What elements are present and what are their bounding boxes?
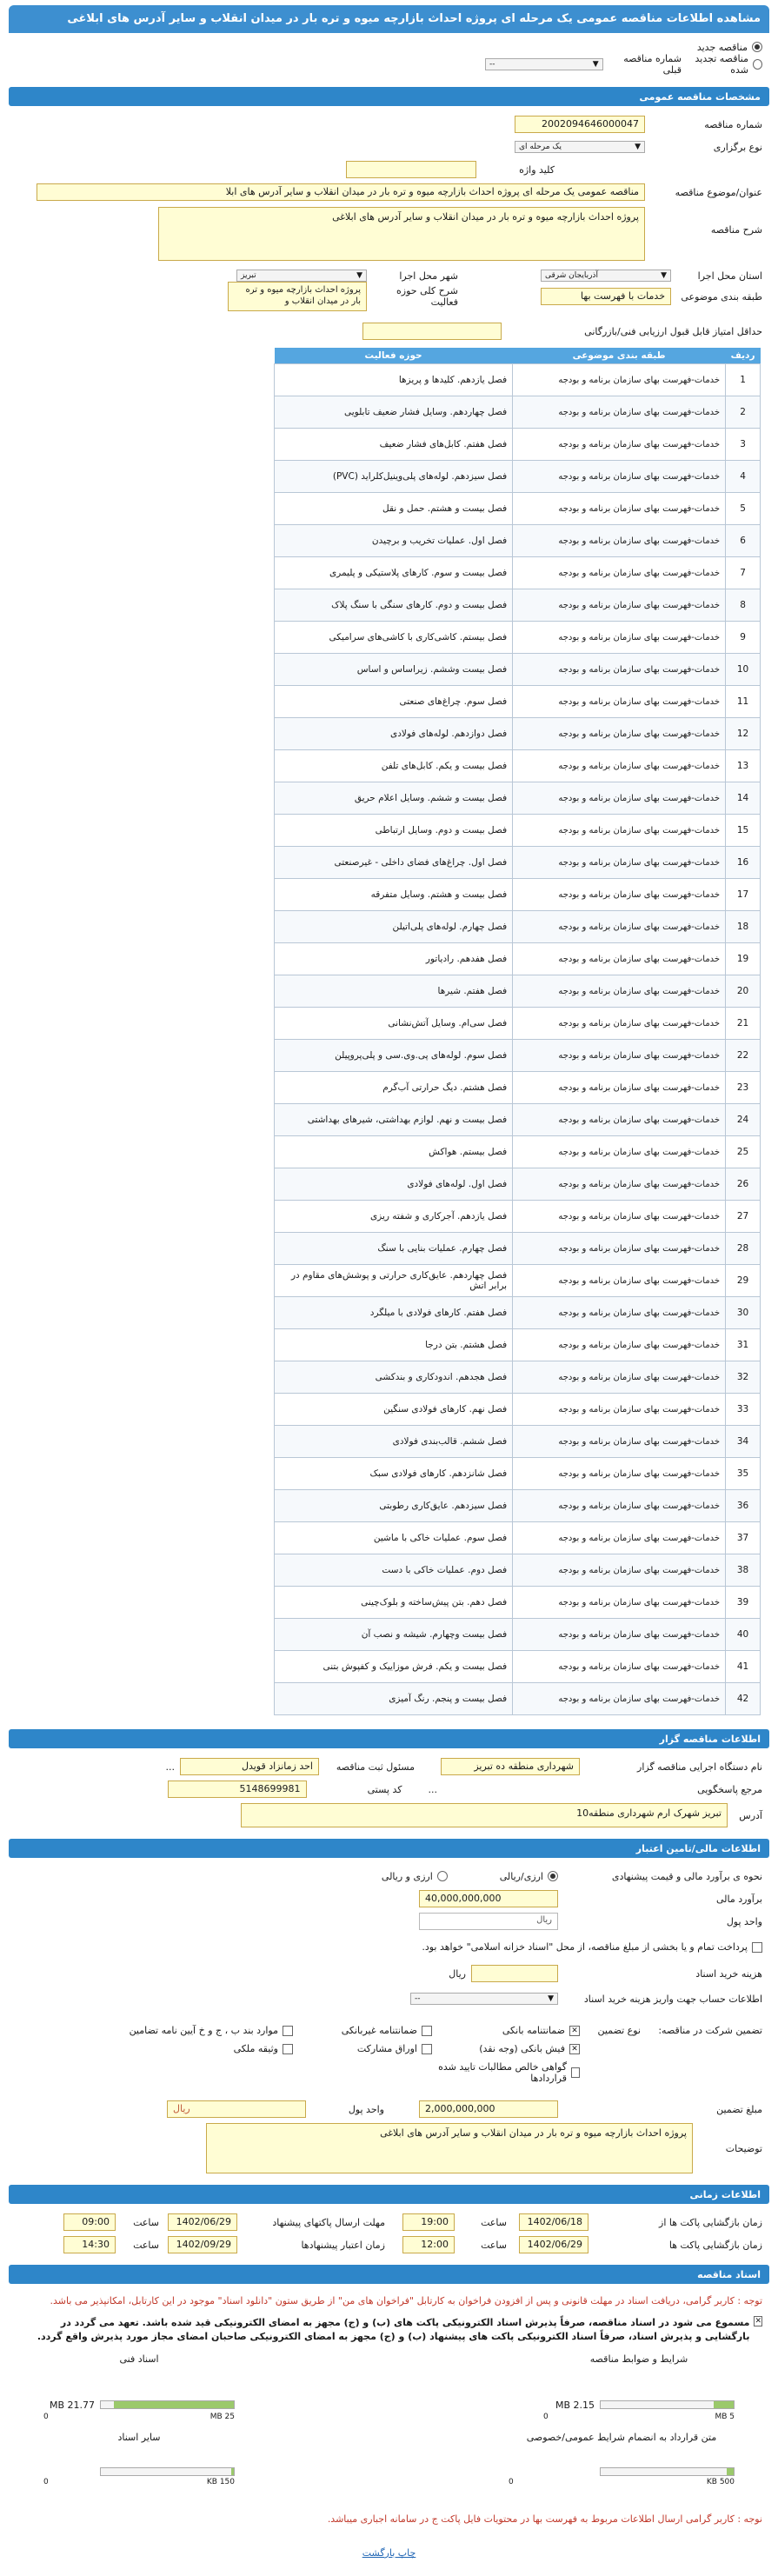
desc-field[interactable]: پروژه احداث بازارچه میوه و تره بار در میدان انقلاب و سایر آدرس های ابلاغی (158, 207, 645, 261)
row-number: 16 (726, 847, 761, 879)
row-activity: فصل بیست و نهم. لوازم بهداشتی، شیرهای بهداشتی (275, 1104, 513, 1136)
row-category: خدمات-فهرست بهای سازمان برنامه و بودجه (513, 750, 726, 782)
row-activity: فصل چهاردهم. وسایل فشار ضعیف تابلویی (275, 396, 513, 429)
guarantee-kind-label: نوع تضمین (597, 2025, 641, 2036)
row-category: خدمات-فهرست بهای سازمان برنامه و بودجه (513, 1394, 726, 1426)
row-category: خدمات-فهرست بهای سازمان برنامه و بودجه (513, 686, 726, 718)
row-category: خدمات-فهرست بهای سازمان برنامه و بودجه (513, 1554, 726, 1587)
contact-field[interactable]: احد زمانزاد قویدل (180, 1758, 319, 1775)
row-number: 36 (726, 1490, 761, 1522)
table-row (275, 364, 761, 396)
guarantee-option-label: موارد بند ب ، ج و خ آیین نامه تضامین (129, 2025, 278, 2036)
desc-label: شرح مناقصه (710, 224, 762, 236)
end-label: زمان بازگشایی پاکت ها (668, 2239, 762, 2251)
activity-table-body (275, 364, 761, 1715)
table-row (275, 1490, 761, 1522)
documents-note: توجه : کاربر گرامی، دریافت اسناد در مهلت قانونی و پس از افزودن فراخوان به کارتابل "فراخوان های من" از طریق ستون "دانلود اسناد" موجود در این کارتابل، امکانپذیر می باشد. (50, 2295, 762, 2306)
table-row (275, 1587, 761, 1619)
other-progress (100, 2467, 235, 2476)
row-category: خدمات-فهرست بهای سازمان برنامه و بودجه (513, 1233, 726, 1265)
row-activity: فصل اول. چراغ‌های فضای داخلی - غیرصنعتی (275, 847, 513, 879)
row-category: خدمات-فهرست بهای سازمان برنامه و بودجه (513, 557, 726, 589)
publish-label: مهلت ارسال پاکتهای پیشنهاد (272, 2216, 385, 2228)
table-row (275, 911, 761, 943)
table-row (275, 1297, 761, 1329)
row-number: 2 (726, 396, 761, 429)
table-row (275, 1201, 761, 1233)
guarantee-notes-label: توضیحات (725, 2142, 762, 2154)
signature-checkbox[interactable] (754, 2316, 762, 2326)
valid-date-field[interactable]: 1402/09/29 (168, 2236, 237, 2253)
table-row (275, 1008, 761, 1040)
radio-renewed-tender[interactable] (682, 53, 762, 76)
row-category: خدمات-فهرست بهای سازمان برنامه و بودجه (513, 1168, 726, 1201)
row-number: 14 (726, 782, 761, 815)
row-activity: فصل هشتم. دیگ حرارتی آب‌گرم (275, 1072, 513, 1104)
row-activity: فصل بیست و ششم. وسایل اعلام حریق (275, 782, 513, 815)
row-activity: فصل سوم. چراغ‌های صنعتی (275, 686, 513, 718)
doc-fee-label: هزینه خرید اسناد (695, 1967, 762, 1980)
row-number: 21 (726, 1008, 761, 1040)
row-category: خدمات-فهرست بهای سازمان برنامه و بودجه (513, 1040, 726, 1072)
row-activity: فصل بیست و هشتم. وسایل متفرقه (275, 879, 513, 911)
prev-number-label: شماره مناقصه قبلی (623, 53, 682, 76)
table-row (275, 686, 761, 718)
row-number: 3 (726, 429, 761, 461)
table-row (275, 750, 761, 782)
row-number: 33 (726, 1394, 761, 1426)
table-row (275, 557, 761, 589)
row-activity: فصل دهم. بتن پیش‌ساخته و بلوک‌چینی (275, 1587, 513, 1619)
ref-label: مرجع پاسخگویی (697, 1783, 762, 1795)
docs-label: اسناد فنی (119, 2353, 159, 2365)
row-category: خدمات-فهرست بهای سازمان برنامه و بودجه (513, 1072, 726, 1104)
row-number: 1 (726, 364, 761, 396)
row-activity: فصل بیست و یکم. فرش موزاییک و کفپوش بتنی (275, 1651, 513, 1683)
radio-rial-icon[interactable] (548, 1871, 558, 1881)
contact-label: مسئول ثبت مناقصه (336, 1761, 415, 1773)
category-field[interactable]: خدمات با فهرست بها (541, 288, 671, 305)
guarantee-amount-label: مبلغ تضمین (716, 2103, 762, 2115)
table-row (275, 1136, 761, 1168)
agency-field[interactable]: شهرداری منطقه ده تبریز (441, 1758, 580, 1775)
row-category: خدمات-فهرست بهای سازمان برنامه و بودجه (513, 1651, 726, 1683)
activity-label: شرح کلی حوزه فعالیت (396, 285, 458, 308)
price-list-note: نوجه : کاربر گرامی ارسال اطلاعات مربوط به فهرست بها در محتویات فایل پاکت ج در سامانه اجباری میباشد. (327, 2513, 762, 2525)
doc-fee-field[interactable] (471, 1965, 558, 1982)
guarantee-amount-field[interactable]: 2,000,000,000 (419, 2100, 558, 2118)
agency-label: نام دستگاه اجرایی مناقصه گزار (637, 1761, 762, 1773)
row-activity: فصل هجدهم. اندودکاری و بندکشی (275, 1361, 513, 1394)
guarantee-option-label: ضمانتنامه غیربانکی (341, 2025, 417, 2036)
row-category: خدمات-فهرست بهای سازمان برنامه و بودجه (513, 622, 726, 654)
radio-fx-label: ارزی و ریالی (381, 1870, 433, 1882)
row-activity: فصل هشتم. بتن درجا (275, 1329, 513, 1361)
row-number: 5 (726, 493, 761, 525)
estimate-label: برآورد مالی (716, 1893, 762, 1905)
guarantee-checkbox[interactable] (569, 2026, 580, 2036)
row-number: 30 (726, 1297, 761, 1329)
row-activity: فصل چهارم. لوله‌های پلی‌اتیلن (275, 911, 513, 943)
table-row (275, 654, 761, 686)
row-number: 24 (726, 1104, 761, 1136)
table-row (275, 879, 761, 911)
conditions-size: 2.15 MB (555, 2399, 595, 2411)
row-activity: فصل بیستم. هواکش (275, 1136, 513, 1168)
other-size: 150 KB (206, 2477, 235, 2486)
print-link[interactable]: چاپ بارگشت (362, 2547, 416, 2559)
table-row (275, 1329, 761, 1361)
doc-fee-unit: ریال (449, 1967, 466, 1980)
row-category: خدمات-فهرست بهای سازمان برنامه و بودجه (513, 364, 726, 396)
row-number: 41 (726, 1651, 761, 1683)
activity-table (274, 348, 761, 1715)
type-select[interactable]: ▼ یک مرحله ای (515, 141, 645, 153)
radio-renewed-label: مناقصه تجدید شده (695, 53, 749, 76)
row-number: 11 (726, 686, 761, 718)
signature-note: مسموع می شود در اسناد مناقصه، صرفاً پذیرش اسناد الکترونیکی پاکت های (ب) و (ج) مجهز به امضای الکترونیکی قید شده باشد. تعهد می گردد در بارگشایی و پذیرش اسناد، صرفاً اسناد الکترونیکی پاکت های پیشنهاد (ب) و (ج) مجهز به امضای الکترونیکی صاحبان امضای مجاز مورد پذیرش واقع گردد. (37, 2316, 750, 2342)
guarantee-checkbox[interactable] (283, 2044, 293, 2054)
end-time-label: ساعت (481, 2239, 507, 2251)
address-label: آدرس (739, 1809, 762, 1821)
city-select[interactable]: ▼ تبریز (236, 270, 367, 282)
section-general-header: مشخصات مناقصه عمومی (9, 87, 769, 106)
guarantee-option[interactable] (84, 2043, 293, 2054)
row-activity: فصل بیست وششم. زیراساس و اساس (275, 654, 513, 686)
row-number: 42 (726, 1683, 761, 1715)
row-number: 9 (726, 622, 761, 654)
row-category: خدمات-فهرست بهای سازمان برنامه و بودجه (513, 1522, 726, 1554)
guarantee-types-label: تضمین شرکت در مناقصه: (658, 2025, 762, 2036)
table-row (275, 847, 761, 879)
section-documents-header: اسناد مناقصه (9, 2265, 769, 2284)
publish-date-field[interactable]: 1402/06/29 (168, 2213, 237, 2231)
row-number: 22 (726, 1040, 761, 1072)
guarantee-option-label: فیش بانکی (وجه نقد) (479, 2043, 565, 2054)
prev-number-select[interactable]: ▼ -- (485, 58, 603, 70)
row-category: خدمات-فهرست بهای سازمان برنامه و بودجه (513, 847, 726, 879)
guarantee-checkbox[interactable] (569, 2044, 580, 2054)
publish-time-field[interactable]: 09:00 (63, 2213, 116, 2231)
table-row (275, 1040, 761, 1072)
guarantee-unit-field[interactable]: ریال (167, 2100, 306, 2118)
min-score-label: حداقل امتیاز قابل قبول ارزیابی فنی/بازرگانی (584, 325, 762, 337)
row-category: خدمات-فهرست بهای سازمان برنامه و بودجه (513, 1490, 726, 1522)
row-category: خدمات-فهرست بهای سازمان برنامه و بودجه (513, 429, 726, 461)
row-category: خدمات-فهرست بهای سازمان برنامه و بودجه (513, 1329, 726, 1361)
row-category: خدمات-فهرست بهای سازمان برنامه و بودجه (513, 1104, 726, 1136)
table-row (275, 493, 761, 525)
table-row (275, 1683, 761, 1715)
unit-label: واحد پول (726, 1915, 762, 1927)
row-number: 6 (726, 525, 761, 557)
row-activity: فصل چهاردهم. عایق‌کاری حرارتی و پوشش‌های مقاوم در برابر اتش (275, 1265, 513, 1297)
row-number: 7 (726, 557, 761, 589)
table-row (275, 1072, 761, 1104)
table-row (275, 525, 761, 557)
type-value: یک مرحله ای (519, 143, 562, 151)
table-row (275, 1458, 761, 1490)
radio-fx-icon[interactable] (437, 1871, 448, 1881)
subject-field[interactable]: مناقصه عمومی یک مرحله ای پروژه احداث بازارچه میوه و تره بار در میدان انقلاب و سایر آدرس های ابلا (37, 183, 645, 201)
row-category: خدمات-فهرست بهای سازمان برنامه و بودجه (513, 1426, 726, 1458)
row-activity: فصل بیست و سوم. کارهای پلاستیکی و پلیمری (275, 557, 513, 589)
table-row (275, 1361, 761, 1394)
contract-progress (600, 2467, 735, 2476)
row-category: خدمات-فهرست بهای سازمان برنامه و بودجه (513, 493, 726, 525)
table-row (275, 1104, 761, 1136)
table-row (275, 1233, 761, 1265)
guarantee-option[interactable] (432, 2061, 580, 2084)
row-category: خدمات-فهرست بهای سازمان برنامه و بودجه (513, 396, 726, 429)
activity-field[interactable]: پروژه احداث بازارچه میوه و تره بار در میدان انقلاب و (228, 282, 367, 311)
postal-label: کد پستی (367, 1783, 402, 1795)
guarantee-option[interactable] (293, 2025, 432, 2036)
table-row (275, 1426, 761, 1458)
method-label: نحوه ی برآورد مالی و قیمت پیشنهادی (611, 1870, 762, 1882)
row-category: خدمات-فهرست بهای سازمان برنامه و بودجه (513, 815, 726, 847)
postal-field[interactable]: 5148699981 (168, 1781, 307, 1798)
col-activity: حوزه فعالیت (275, 348, 513, 364)
row-activity: فصل بیست و یکم. کابل‌های تلفن (275, 750, 513, 782)
row-category: خدمات-فهرست بهای سازمان برنامه و بودجه (513, 1458, 726, 1490)
guarantee-option-label: وثیقه ملکی (233, 2043, 278, 2054)
row-category: خدمات-فهرست بهای سازمان برنامه و بودجه (513, 1201, 726, 1233)
col-category: طبقه بندی موضوعی (513, 348, 726, 364)
city-label: شهر محل اجرا (399, 270, 458, 282)
guarantee-checkbox[interactable] (422, 2044, 432, 2054)
row-number: 12 (726, 718, 761, 750)
row-number: 18 (726, 911, 761, 943)
valid-time-label: ساعت (133, 2239, 159, 2251)
row-activity: فصل یازدهم. آجرکاری و شفته ریزی (275, 1201, 513, 1233)
table-row (275, 1651, 761, 1683)
row-number: 17 (726, 879, 761, 911)
estimate-field[interactable]: 40,000,000,000 (419, 1890, 558, 1907)
table-row (275, 589, 761, 622)
row-activity: فصل بیستم. کاشی‌کاری با کاشی‌های سرامیکی (275, 622, 513, 654)
guarantee-option[interactable] (293, 2043, 432, 2054)
row-category: خدمات-فهرست بهای سازمان برنامه و بودجه (513, 718, 726, 750)
row-category: خدمات-فهرست بهای سازمان برنامه و بودجه (513, 1136, 726, 1168)
section-timing-header: اطلاعات زمانی (9, 2185, 769, 2204)
guarantee-options (84, 2025, 580, 2084)
row-number: 19 (726, 943, 761, 975)
row-category: خدمات-فهرست بهای سازمان برنامه و بودجه (513, 654, 726, 686)
category-label: طبقه بندی موضوعی (681, 290, 762, 303)
radio-off-icon (753, 59, 762, 70)
row-activity: فصل سی‌ام. وسایل آتش‌نشانی (275, 1008, 513, 1040)
treasury-checkbox[interactable] (752, 1942, 762, 1953)
contract-label: متن قرارداد به انضمام شرایط عمومی/خصوصی (526, 2431, 717, 2443)
col-row: ردیف (726, 348, 761, 364)
row-category: خدمات-فهرست بهای سازمان برنامه و بودجه (513, 1683, 726, 1715)
row-number: 10 (726, 654, 761, 686)
guarantee-unit-label: واحد پول (348, 2103, 384, 2115)
tender-number-field[interactable]: 2002094646000047 (515, 116, 645, 133)
row-category: خدمات-فهرست بهای سازمان برنامه و بودجه (513, 879, 726, 911)
treasury-note: پرداخت تمام و یا بخشی از مبلغ مناقصه، از محل "اسناد خزانه اسلامی" خواهد بود. (422, 1941, 748, 1953)
row-category: خدمات-فهرست بهای سازمان برنامه و بودجه (513, 943, 726, 975)
row-number: 27 (726, 1201, 761, 1233)
table-row (275, 1265, 761, 1297)
table-row (275, 782, 761, 815)
row-activity: فصل هفتم. شیرها (275, 975, 513, 1008)
row-number: 23 (726, 1072, 761, 1104)
row-number: 26 (726, 1168, 761, 1201)
row-category: خدمات-فهرست بهای سازمان برنامه و بودجه (513, 1297, 726, 1329)
table-row (275, 396, 761, 429)
account-select[interactable]: ▼ -- (410, 1993, 558, 2005)
row-activity: فصل هفدهم. رادیاتور (275, 943, 513, 975)
row-number: 29 (726, 1265, 761, 1297)
row-activity: فصل بیست وچهارم. شیشه و نصب آن (275, 1619, 513, 1651)
province-value: آذربایجان شرقی (545, 271, 598, 280)
row-activity: فصل چهارم. عملیات بنایی با سنگ (275, 1233, 513, 1265)
guarantee-option-label: اوراق مشارکت (356, 2043, 417, 2054)
table-row (275, 943, 761, 975)
publish-time-label: ساعت (133, 2216, 159, 2228)
row-activity: فصل اول. عملیات تخریب و برچیدن (275, 525, 513, 557)
table-row (275, 1619, 761, 1651)
province-label: استان محل اجرا (697, 270, 762, 282)
account-label: اطلاعات حساب جهت واریز هزینه خرید اسناد (583, 1993, 762, 2005)
end-time-field[interactable]: 12:00 (402, 2236, 455, 2253)
open-label: زمان بازگشایی پاکت ها از (659, 2216, 762, 2228)
section-financial-header: اطلاعات مالی/تامین اعتبار (9, 1839, 769, 1858)
row-activity: فصل شانزدهم. کارهای فولادی سبک (275, 1458, 513, 1490)
row-activity: فصل هفتم. کابل‌های فشار ضعیف (275, 429, 513, 461)
subject-label: عنوان/موضوع مناقصه (675, 186, 762, 198)
row-number: 35 (726, 1458, 761, 1490)
guarantee-checkbox[interactable] (422, 2026, 432, 2036)
row-number: 34 (726, 1426, 761, 1458)
guarantee-option[interactable] (432, 2025, 580, 2036)
row-activity: فصل بیست و پنجم. رنگ آمیزی (275, 1683, 513, 1715)
section-organizer-header: اطلاعات مناقصه گزار (9, 1729, 769, 1748)
row-activity: فصل دوازدهم. لوله‌های فولادی (275, 718, 513, 750)
contract-size: 500 KB (706, 2477, 735, 2486)
row-number: 25 (726, 1136, 761, 1168)
row-number: 31 (726, 1329, 761, 1361)
row-activity: فصل سوم. لوله‌های پی.وی.سی و پلی‌پروپیلن (275, 1040, 513, 1072)
row-number: 37 (726, 1522, 761, 1554)
guarantee-checkbox[interactable] (571, 2067, 580, 2078)
row-number: 38 (726, 1554, 761, 1587)
row-category: خدمات-فهرست بهای سازمان برنامه و بودجه (513, 1265, 726, 1297)
table-row (275, 1394, 761, 1426)
row-activity: فصل بیست و دوم. کارهای سنگی با سنگ پلاک (275, 589, 513, 622)
row-number: 4 (726, 461, 761, 493)
guarantee-option[interactable] (432, 2043, 580, 2054)
row-number: 32 (726, 1361, 761, 1394)
table-row (275, 718, 761, 750)
row-number: 28 (726, 1233, 761, 1265)
row-number: 13 (726, 750, 761, 782)
row-activity: فصل ششم. قالب‌بندی فولادی (275, 1426, 513, 1458)
radio-rial-label: ارزی/ریالی (499, 1870, 543, 1882)
table-row (275, 975, 761, 1008)
city-value: تبریز (241, 271, 256, 280)
row-number: 8 (726, 589, 761, 622)
row-category: خدمات-فهرست بهای سازمان برنامه و بودجه (513, 975, 726, 1008)
end-date-field[interactable]: 1402/06/29 (519, 2236, 588, 2253)
table-row (275, 1554, 761, 1587)
row-category: خدمات-فهرست بهای سازمان برنامه و بودجه (513, 461, 726, 493)
row-category: خدمات-فهرست بهای سازمان برنامه و بودجه (513, 911, 726, 943)
guarantee-checkbox[interactable] (283, 2026, 293, 2036)
docs-size: 21.77 MB (49, 2399, 95, 2411)
row-activity: فصل سیزدهم. لوله‌های پلی‌وینیل‌کلراید (PVC) (275, 461, 513, 493)
row-activity: فصل اول. لوله‌های فولادی (275, 1168, 513, 1201)
table-row (275, 1168, 761, 1201)
row-activity: فصل هفتم. کارهای فولادی با میلگرد (275, 1297, 513, 1329)
table-row (275, 1522, 761, 1554)
number-label: شماره مناقصه (704, 118, 762, 130)
page-title: مشاهده اطلاعات مناقصه عمومی یک مرحله ای پروژه احداث بازارچه میوه و تره بار در میدان انقلاب و سایر آدرس های ابلاغی (9, 5, 769, 33)
other-docs-label: سایر اسناد (117, 2431, 161, 2443)
row-activity: فصل یازدهم. کلیدها و پریزها (275, 364, 513, 396)
row-activity: فصل نهم. کارهای فولادی سنگین (275, 1394, 513, 1426)
type-label: نوع برگزاری (713, 141, 762, 153)
row-activity: فصل دوم. عملیات خاکی با دست (275, 1554, 513, 1587)
table-row (275, 622, 761, 654)
province-select[interactable]: ▼ آذربایجان شرقی (541, 270, 671, 282)
min-score-field[interactable] (362, 323, 502, 340)
row-activity: فصل بیست و دوم. وسایل ارتباطی (275, 815, 513, 847)
radio-new-label: مناقصه جدید (696, 41, 748, 53)
row-activity: فصل سوم. عملیات خاکی با ماشین (275, 1522, 513, 1554)
keyword-field[interactable] (346, 161, 476, 178)
row-category: خدمات-فهرست بهای سازمان برنامه و بودجه (513, 782, 726, 815)
guarantee-option-label: ضمانتنامه بانکی (502, 2025, 565, 2036)
row-category: خدمات-فهرست بهای سازمان برنامه و بودجه (513, 1619, 726, 1651)
valid-label: زمان اعتبار پیشنهادها (301, 2239, 385, 2251)
docs-progress (100, 2400, 235, 2409)
row-activity: فصل سیزدهم. عایق‌کاری رطوبتی (275, 1490, 513, 1522)
address-field[interactable]: تبریز شهرک ارم شهرداری منطقه10 (241, 1803, 728, 1827)
conditions-label: شرایط و ضوابط مناقصه (589, 2353, 688, 2365)
guarantee-option[interactable] (84, 2025, 293, 2036)
guarantee-notes-field[interactable]: پروژه احداث بازارچه میوه و تره بار در میدان انقلاب و سایر آدرس های ابلاغی (206, 2123, 693, 2173)
row-category: خدمات-فهرست بهای سازمان برنامه و بودجه (513, 589, 726, 622)
table-row (275, 815, 761, 847)
guarantee-option-label: گواهی خالص مطالبات تایید شده قراردادها (438, 2061, 567, 2084)
row-number: 39 (726, 1587, 761, 1619)
conditions-progress (600, 2400, 735, 2409)
open-time-label: ساعت (481, 2216, 507, 2228)
row-category: خدمات-فهرست بهای سازمان برنامه و بودجه (513, 1361, 726, 1394)
valid-time-field[interactable]: 14:30 (63, 2236, 116, 2253)
table-row (275, 429, 761, 461)
keyword-label-visible: کلید واژه (519, 163, 555, 176)
row-number: 15 (726, 815, 761, 847)
radio-on-icon (752, 42, 762, 52)
open-date-field[interactable]: 1402/06/18 (519, 2213, 588, 2231)
row-category: خدمات-فهرست بهای سازمان برنامه و بودجه (513, 525, 726, 557)
row-category: خدمات-فهرست بهای سازمان برنامه و بودجه (513, 1008, 726, 1040)
row-category: خدمات-فهرست بهای سازمان برنامه و بودجه (513, 1587, 726, 1619)
table-row (275, 461, 761, 493)
unit-field[interactable]: ریال (419, 1913, 558, 1930)
row-activity: فصل بیست و هشتم. حمل و نقل (275, 493, 513, 525)
open-time-field[interactable]: 19:00 (402, 2213, 455, 2231)
row-number: 20 (726, 975, 761, 1008)
row-number: 40 (726, 1619, 761, 1651)
